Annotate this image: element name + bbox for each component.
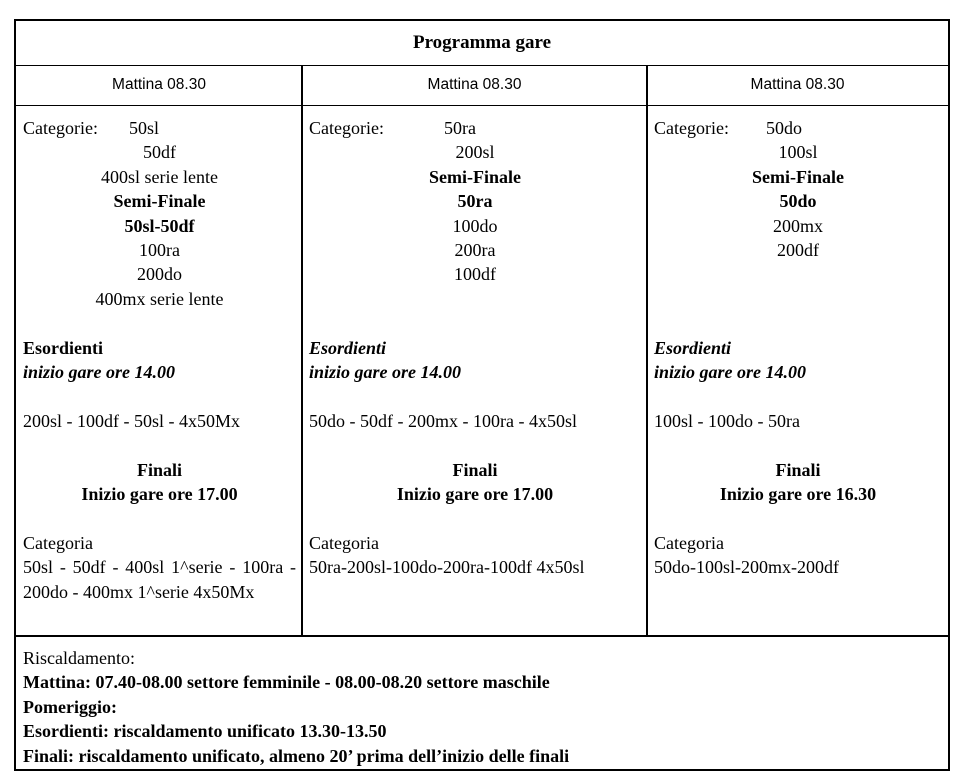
categoria-events: 50sl - 50df - 400sl 1^serie - 100ra - 200do - 400mx 1^serie 4x50Mx	[23, 557, 296, 602]
categoria-events: 50do-100sl-200mx-200df	[654, 557, 839, 578]
event-item: 50ra	[457, 191, 493, 212]
categorie-label: Categorie:	[654, 118, 729, 138]
categoria-label: Categoria	[654, 532, 724, 553]
categorie-label: Categorie:	[23, 118, 98, 138]
finali-start: Inizio gare ore 16.30	[719, 484, 877, 505]
warmup-esordienti: Esordienti: riscaldamento unificato 13.30-13.50	[23, 721, 387, 742]
warmup-mattina: Mattina: 07.40-08.00 settore femminile - 08.00-08.20 settore maschile	[23, 672, 550, 693]
event-item: 200df	[777, 240, 819, 261]
finali-start: Inizio gare ore 17.00	[396, 484, 554, 505]
column-header-2: Mattina 08.30	[302, 66, 647, 106]
event-item: 50ra	[443, 118, 476, 138]
program-column-3	[647, 106, 948, 636]
esordienti-start: inizio gare ore 14.00	[23, 362, 176, 383]
esordienti-start: inizio gare ore 14.00	[654, 362, 807, 383]
event-item: 50df	[143, 142, 176, 163]
finali-label: Finali	[136, 459, 182, 480]
warmup-pomeriggio: Pomeriggio:	[23, 696, 117, 717]
table-title: Programma gare	[16, 21, 948, 66]
program-column-1	[16, 106, 302, 636]
event-item: Semi-Finale	[752, 166, 844, 187]
event-item: 400sl serie lente	[101, 166, 218, 187]
esordienti-events: 200sl - 100df - 50sl - 4x50Mx	[23, 410, 240, 431]
finali-label: Finali	[775, 459, 821, 480]
esordienti-start: inizio gare ore 14.00	[309, 362, 462, 383]
esordienti-label: Esordienti	[23, 337, 104, 358]
event-item: 50do	[779, 191, 817, 212]
event-item: Semi-Finale	[429, 166, 521, 187]
categorie-label: Categorie:	[309, 118, 384, 138]
categoria-label: Categoria	[309, 532, 379, 553]
esordienti-label: Esordienti	[309, 337, 387, 358]
event-item: 50sl-50df	[124, 215, 195, 236]
event-item: 100sl	[778, 142, 818, 163]
event-item: 200do	[137, 264, 182, 285]
event-item: 50do	[765, 118, 802, 138]
column-header-3: Mattina 08.30	[647, 66, 948, 106]
riscaldamento-label: Riscaldamento:	[23, 648, 135, 668]
esordienti-label: Esordienti	[654, 337, 732, 358]
esordienti-events: 50do - 50df - 200mx - 100ra - 4x50sl	[309, 410, 577, 431]
warmup-section	[16, 636, 948, 773]
esordienti-events: 100sl - 100do - 50ra	[654, 410, 800, 431]
finali-start: Inizio gare ore 17.00	[81, 484, 238, 505]
categoria-label: Categoria	[23, 532, 93, 553]
warmup-finali: Finali: riscaldamento unificato, almeno 20’ prima dell’inizio delle finali	[23, 745, 570, 766]
program-column-2	[302, 106, 647, 636]
program-table	[14, 19, 950, 771]
event-item: 200mx	[772, 215, 823, 236]
column-header-1: Mattina 08.30	[16, 66, 302, 106]
event-item: 100do	[452, 215, 498, 236]
event-item: 400mx serie lente	[95, 288, 224, 309]
finali-label: Finali	[452, 459, 498, 480]
event-item: Semi-Finale	[113, 191, 206, 212]
event-item: 200ra	[454, 240, 496, 261]
event-item: 100ra	[139, 240, 180, 261]
categoria-events: 50ra-200sl-100do-200ra-100df 4x50sl	[309, 557, 585, 578]
event-item: 50sl	[128, 118, 159, 138]
event-item: 200sl	[455, 142, 495, 163]
event-item: 100df	[454, 264, 496, 285]
